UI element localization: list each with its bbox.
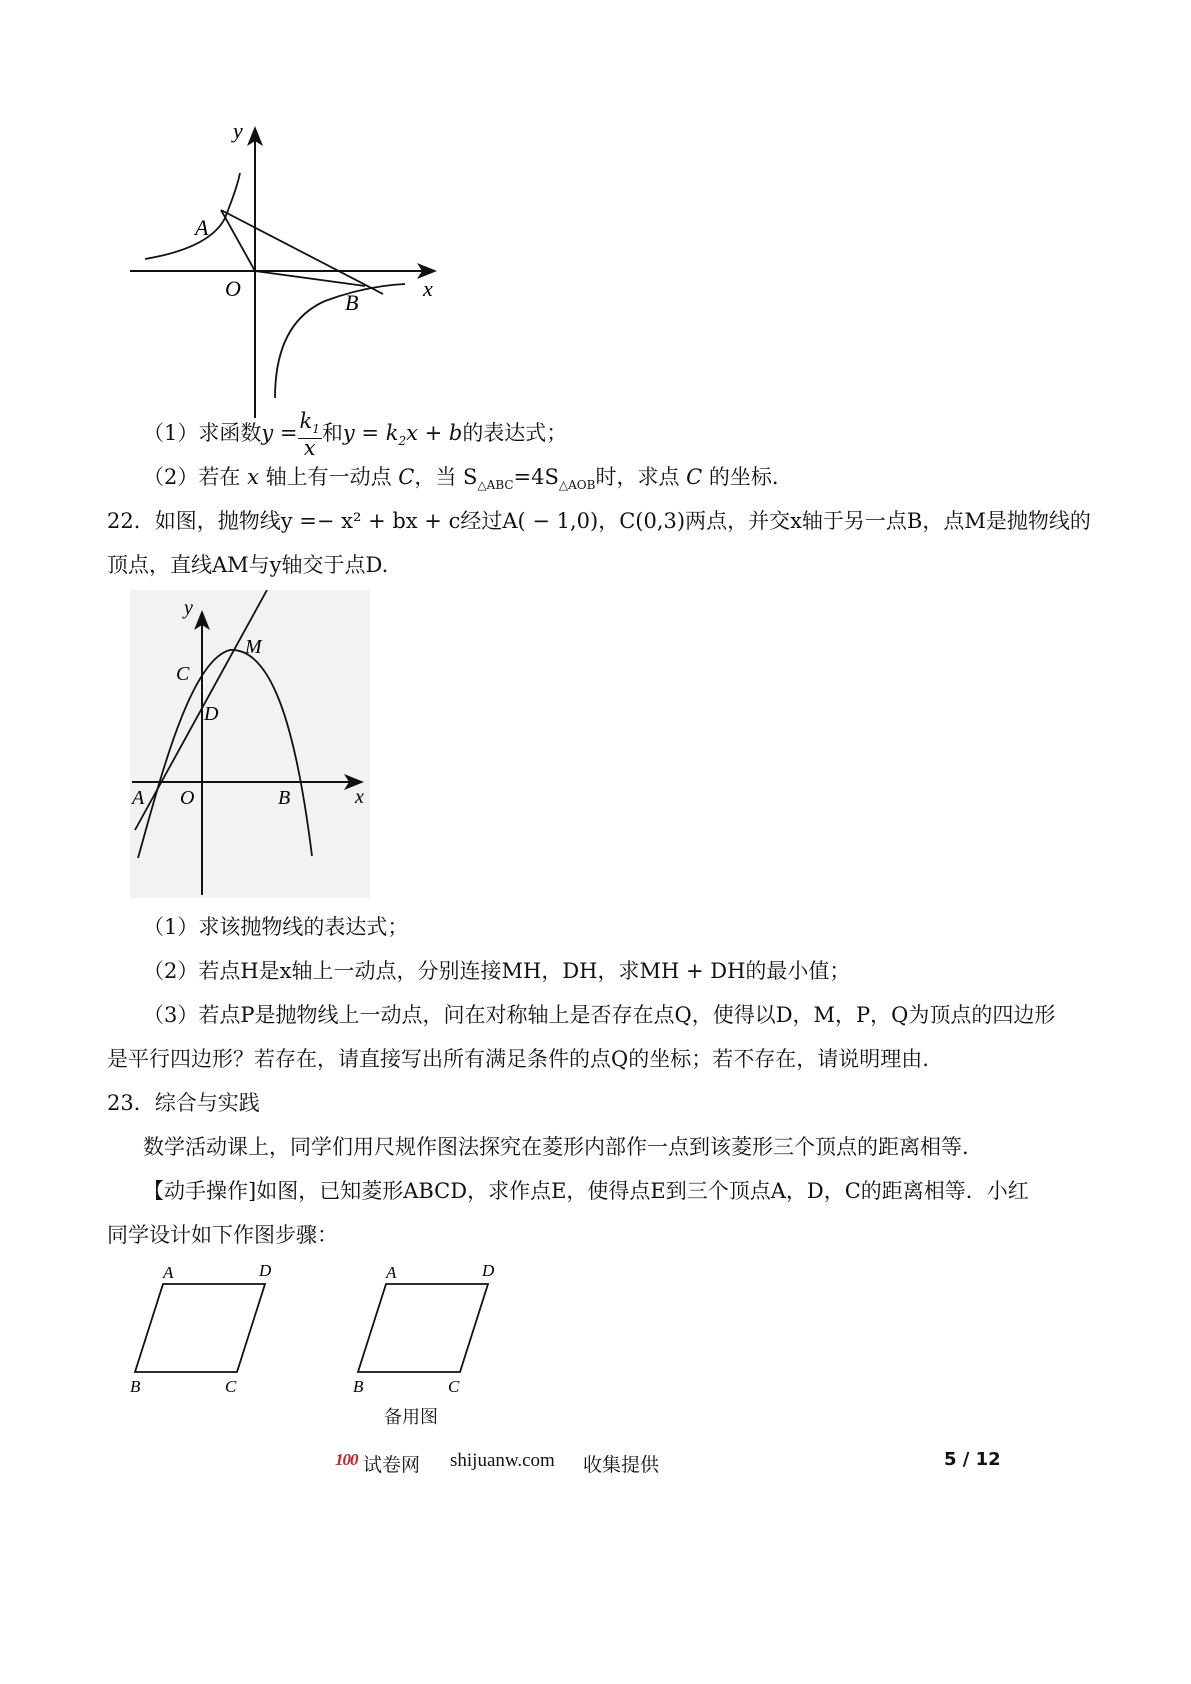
rhombus1-d-label: D xyxy=(259,1262,272,1280)
fig1-a-label: A xyxy=(195,215,209,240)
q22-part1: （1）求该抛物线的表达式； xyxy=(143,915,409,939)
footer-logo: 100 xyxy=(335,1450,358,1469)
rhombus2-b-label: B xyxy=(353,1377,364,1396)
rhombus2-d-label: D xyxy=(482,1262,495,1280)
q23-task-line1: 【动手操作]如图，已知菱形ABCD，求作点E，使得点E到三个顶点A，D，C的距离相等．小红 xyxy=(143,1179,1029,1203)
rhombus2-c-label: C xyxy=(448,1377,460,1396)
fig2-d-label: D xyxy=(204,703,219,725)
fig1-y-label: y xyxy=(233,118,243,143)
q21-part1: （1）求函数y = $\frac{k_1}{x}$ 和$y = k_2x + b$的表达式； xyxy=(143,408,568,461)
fig1-o-label: O xyxy=(225,276,241,301)
rhombus1-c-label: C xyxy=(225,1377,237,1396)
q23-intro: 数学活动课上，同学们用尺规作图法探究在菱形内部作一点到该菱形三个顶点的距离相等. xyxy=(143,1135,969,1159)
spare-figure-caption: 备用图 xyxy=(384,1407,438,1428)
fig2-c-label: C xyxy=(176,663,190,685)
figure-rhombus-main xyxy=(125,1262,285,1402)
fig2-o-label: O xyxy=(180,787,195,809)
footer-provided: 收集提供 xyxy=(583,1455,660,1476)
fig2-a-label: A xyxy=(132,787,145,809)
q22-stem-line1: 22．如图，抛物线y =− x² + bx + c经过A( − 1,0)，C(0,3)两点，并交x轴于另一点B，点M是抛物线的 xyxy=(107,509,1091,533)
figure-parabola xyxy=(130,590,370,898)
fig2-m-label: M xyxy=(245,636,262,658)
q22-part3-line2: 是平行四边形？若存在，请直接写出所有满足条件的点Q的坐标；若不存在，请说明理由. xyxy=(107,1047,929,1071)
fig1-b-label: B xyxy=(345,290,359,315)
fig2-b-label: B xyxy=(278,787,291,809)
figure-rhombus-spare xyxy=(348,1262,508,1402)
fig2-y-label: y xyxy=(184,597,193,619)
q23-task-line2: 同学设计如下作图步骤： xyxy=(107,1223,338,1247)
figure-hyperbola xyxy=(125,118,465,423)
rhombus2-a-label: A xyxy=(386,1263,397,1282)
page-number: 5 / 12 xyxy=(944,1449,1001,1470)
footer-site: shijuanw.com xyxy=(450,1450,555,1471)
fig2-x-label: x xyxy=(355,786,364,808)
rhombus1-b-label: B xyxy=(130,1377,141,1396)
q23-title: 23．综合与实践 xyxy=(107,1091,260,1115)
q22-stem-line2: 顶点，直线AM与y轴交于点D. xyxy=(107,553,389,577)
footer-brand: 试卷网 xyxy=(363,1455,421,1476)
q22-part3-line1: （3）若点P是抛物线上一动点，问在对称轴上是否存在点Q，使得以D，M，P，Q为顶点的四边形 xyxy=(143,1003,1056,1027)
q21-part2: （2）若在 x 轴上有一动点 C，当 $S_{\triangle ABC}=4S_{\triangle AOB}$时，求点 C 的坐标. xyxy=(143,465,779,493)
fig1-x-label: x xyxy=(423,276,433,301)
q22-part2: （2）若点H是x轴上一动点，分别连接MH，DH，求MH + DH的最小值； xyxy=(143,959,851,983)
rhombus1-a-label: A xyxy=(163,1263,174,1282)
